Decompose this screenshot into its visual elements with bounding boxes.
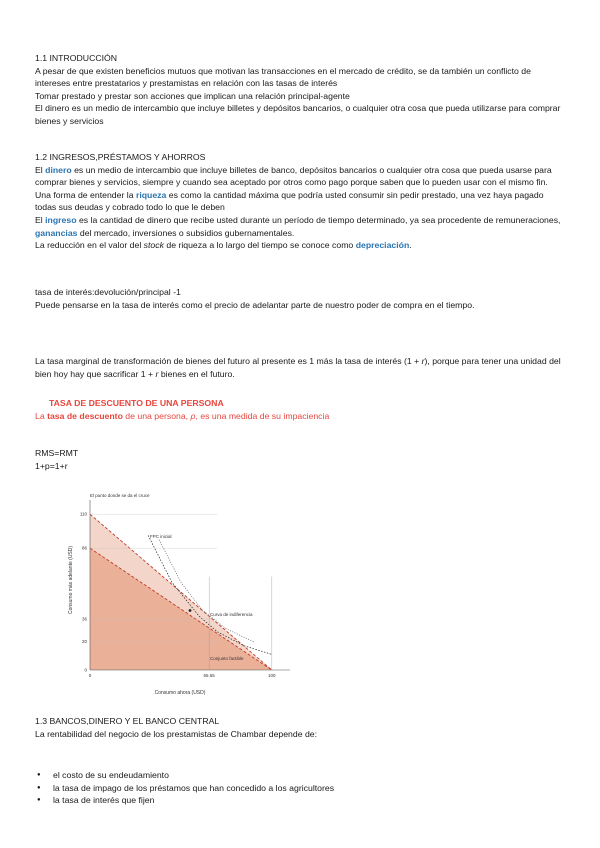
marginal-rate-paragraph: La tasa marginal de transformación de bienes del futuro al presente es 1 más la tasa de interés (1 + r), porque para tener una unidad del bien hoy hay que sacrificar 1 + r bienes en el futuro.	[35, 356, 561, 379]
interest-formula	[35, 286, 565, 311]
x-axis-label: Consumo ahora (USD)	[154, 690, 206, 696]
section-heading: 1.2 INGRESOS,PRÉSTAMOS Y AHORROS	[35, 152, 206, 162]
list-item: ● la tasa de interés que fijen	[53, 794, 565, 807]
term-ganancias: ganancias	[35, 227, 78, 238]
list-item: ● la tasa de impago de los préstamos que han concedido a los agricultores	[53, 782, 565, 795]
discount-heading: TASA DE DESCUENTO DE UNA PERSONA	[49, 398, 224, 408]
paragraph: El dinero es un medio de intercambio que incluye billetes y depósitos bancarios, o cualquier otra cosa que pueda utilizarse para comprar bienes y servicios	[35, 103, 561, 126]
paragraph: Tomar prestado y prestar son acciones que implican una relación principal-agente	[35, 90, 350, 101]
equations	[35, 447, 565, 472]
x-tick-label: 65.55	[203, 673, 215, 678]
paragraph-dinero: El dinero es un medio de intercambio que incluye billetes de banco, depósitos bancarios o cualquier otra cosa que pueda usarse para comprar bienes y servicios, siempre y cuando sea aceptado por otros como pago porque saben que lo pueden usar con el mismo fin.	[35, 164, 552, 188]
x-tick-label: 100	[268, 673, 276, 678]
equation-discount: 1+p=1+r	[35, 460, 68, 471]
paragraph: La rentabilidad del negocio de los prestamistas de Chambar depende de:	[35, 728, 318, 739]
section-heading: 1.1 INTRODUCCIÓN	[35, 53, 118, 63]
y-tick-label: 20	[81, 639, 87, 645]
y-tick-label: 36	[81, 616, 87, 622]
term-dinero: dinero	[45, 164, 72, 175]
annotation-crossing: El punto donde se da el cruce	[90, 493, 150, 498]
annotation-fpc: FPC inicial	[150, 534, 172, 539]
discount-section	[35, 397, 565, 422]
paragraph-depreciacion: La reducción en el valor del stock de riqueza a lo largo del tiempo se conoce como depreciación.	[35, 240, 412, 251]
paragraph-riqueza: Una forma de entender la riqueza es como la cantidad máxima que podría usted consumir sin pedir prestado, una vez haya pagado todas sus deudas y cobrado todo lo que le deben	[35, 189, 544, 213]
section-intro	[35, 52, 565, 128]
consumption-chart	[70, 488, 300, 700]
equilibrium-point	[189, 609, 192, 612]
discount-definition: La tasa de descuento de una persona, ρ, es una medida de su impaciencia	[35, 410, 330, 421]
term-riqueza: riqueza	[135, 189, 167, 200]
annotation-indifference: Curva de indiferencia	[210, 612, 253, 617]
equation-rms-rmt: RMS=RMT	[35, 448, 79, 458]
annotation-feasible-set: Conjunto factible	[210, 656, 244, 661]
formula: tasa de interés:devolución/principal -1	[35, 287, 181, 297]
section-bancos	[35, 715, 565, 740]
paragraph-ingreso: El ingreso es la cantidad de dinero que recibe usted durante un período de tiempo determinado, ya sea procedente de remuneraciones, ganancias del mercado, inversiones o subsidios gubernamentales.	[35, 214, 561, 238]
y-axis-label: Consumo más adelante (USD)	[68, 545, 74, 615]
y-tick-label: 0	[84, 667, 87, 673]
term-ingreso: ingreso	[45, 214, 77, 225]
list-item: ● el costo de su endeudamiento	[53, 769, 565, 782]
y-tick-label: 110	[79, 511, 87, 517]
paragraph: Puede pensarse en la tasa de interés como el precio de adelantar parte de nuestro poder de compra en el tiempo.	[35, 299, 475, 310]
factors-list	[35, 769, 565, 807]
y-tick-label: 86	[81, 545, 87, 551]
term-depreciacion: depreciación	[355, 240, 410, 251]
section-heading: 1.3 BANCOS,DINERO Y EL BANCO CENTRAL	[35, 716, 220, 726]
paragraph: A pesar de que existen beneficios mutuos que motivan las transacciones en el mercado de crédito, se da también un conflicto de intereses entre prestatarios y prestamistas en relación con las tasas de interés	[35, 65, 531, 89]
section-ingresos	[35, 151, 565, 252]
x-tick-label: 0	[88, 673, 92, 678]
